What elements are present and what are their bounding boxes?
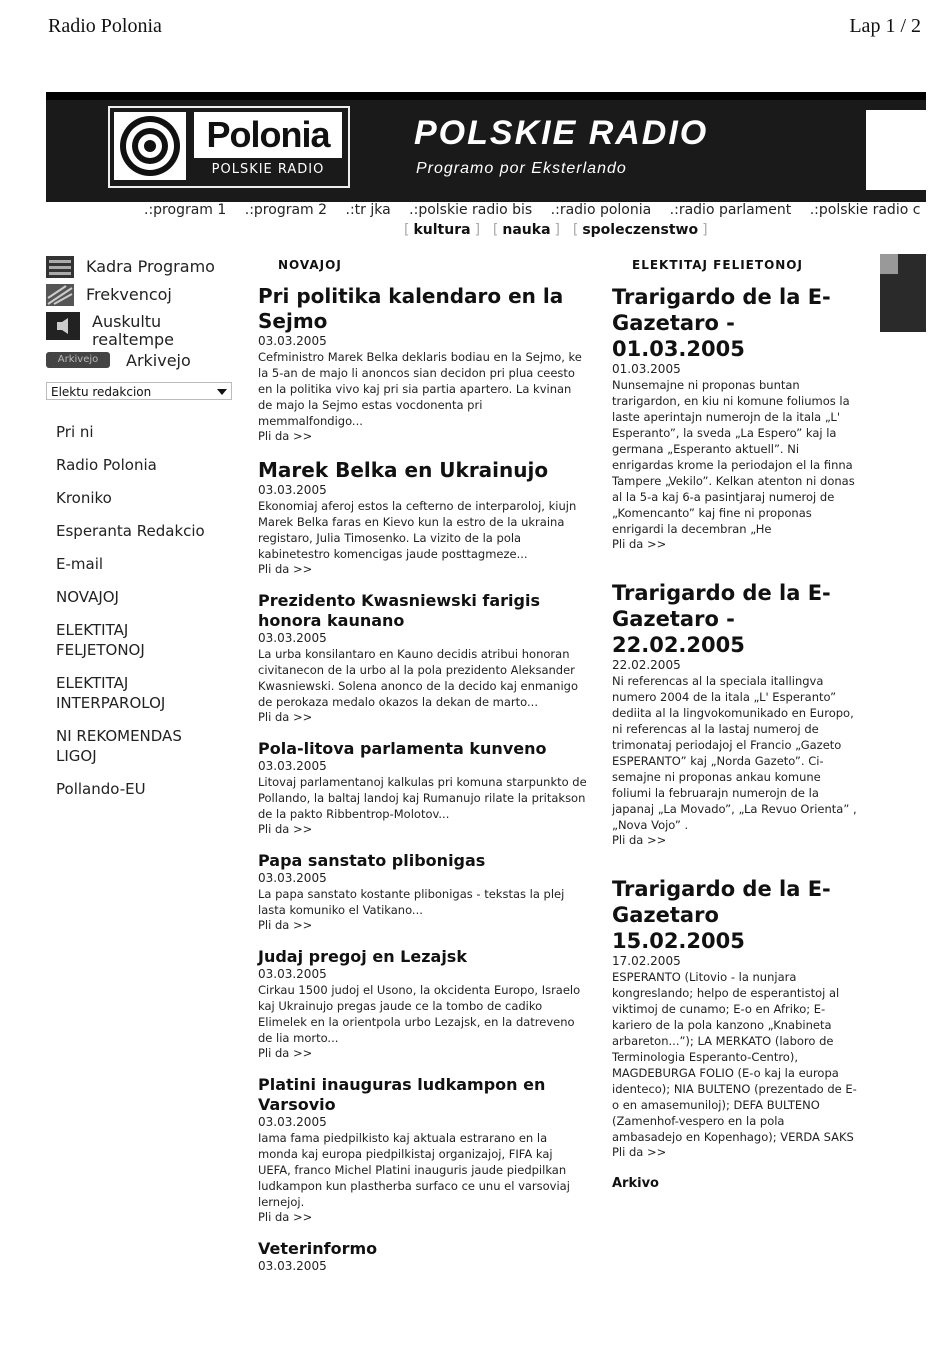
chevron-down-icon xyxy=(217,389,227,395)
polonia-logo[interactable] xyxy=(108,106,350,188)
news-title-link[interactable]: Pri politika kalendaro en la Sejmo xyxy=(258,284,564,333)
news-title-link[interactable]: Platini inauguras ludkampon en Varsovio xyxy=(258,1075,546,1114)
news-title-link[interactable]: Pola-litova parlamenta kunveno xyxy=(258,739,547,758)
page-number: Lap 1 / 2 xyxy=(849,15,921,37)
feature-title-link[interactable]: Trarigardo de la E-Gazetaro - 22.02.2005 xyxy=(612,581,831,657)
more-link[interactable]: Pli da >> xyxy=(612,1145,667,1159)
news-date: 03.03.2005 xyxy=(258,871,327,885)
sidebar-item-auskultu[interactable] xyxy=(46,310,241,349)
feature-date: 22.02.2005 xyxy=(612,658,681,672)
feature-summary: ESPERANTO (Litovio - la nunjara kongreslando; helpo de esperantistoj al viktimoj de cunamo; E-o en Afriko; E-kariero de la pola kanzono „Knabineta arbareton...”); LA MERKATO (laboro de Terminologia Esperanto-Centro), MAGDEBURGA FOLIO (E-o kaj la europa identeco); NIA BULTENO (prezentado de E-o en amasemuniloj); DEFA BULTENO (Zamenhof-vespero en la pola ambasadejo en Kopenhago); VERDA SAKS xyxy=(612,970,857,1144)
sidebar-item-frekvencoj[interactable] xyxy=(46,282,241,310)
features-heading: ELEKTITAJ FELIETONOJ xyxy=(632,258,803,272)
feature-item xyxy=(612,284,857,552)
nav-link-program-2[interactable]: .:program 2 xyxy=(244,202,328,218)
logo-wordmark: Polonia xyxy=(194,112,342,158)
sidebar-link-elektitaj-feljetonoj[interactable]: ELEKTITAJ FELJETONOJ xyxy=(56,621,145,659)
more-link[interactable]: Pli da >> xyxy=(258,429,313,443)
news-date: 03.03.2005 xyxy=(258,1115,327,1129)
bracket-close: ] xyxy=(474,222,481,238)
news-item xyxy=(258,458,588,577)
feature-date: 01.03.2005 xyxy=(612,362,681,376)
right-edge-banner xyxy=(880,254,926,332)
sidebar-item-arkivejo[interactable] xyxy=(46,348,241,376)
sidebar-link-email[interactable]: E-mail xyxy=(56,555,104,573)
news-item xyxy=(258,739,588,837)
bracket-close: ] xyxy=(554,222,560,238)
bracket-close: ] xyxy=(702,222,708,238)
feature-title-link[interactable]: Trarigardo de la E-Gazetaro 15.02.2005 xyxy=(612,877,831,953)
sidebar-link-ni-rekomendas-ligoj[interactable]: NI REKOMENDAS LIGOJ xyxy=(56,727,182,765)
news-date: 03.03.2005 xyxy=(258,967,327,981)
news-date: 03.03.2005 xyxy=(258,631,327,645)
more-link[interactable]: Pli da >> xyxy=(258,918,313,932)
subnav-link-spoleczenstwo[interactable]: spoleczenstwo xyxy=(582,222,699,238)
news-item xyxy=(258,284,588,444)
feature-summary: Nunsemajne ni proponas buntan trarigardon, en kiu ni komune foliumos la laste aperintajn numerojn de la itala „L' Esperanto”, la sveda „La Espero” kaj la germana „Esperanto aktuell”. Ni enrigardas krome la periodajon el la finna Tampere „Vekilo”. Kelkan atenton ni donas al la 5-a kaj 6-a pasintjaraj numeroj de „Komencanto” kaj fine ni proponas enrigardi la decembran „He xyxy=(612,378,855,536)
news-title-link[interactable]: Prezidento Kwasniewski farigis honora kaunano xyxy=(258,591,540,630)
news-title-link[interactable]: Veterinformo xyxy=(258,1239,378,1258)
banner-right-panel xyxy=(866,110,926,190)
more-link[interactable]: Pli da >> xyxy=(258,710,313,724)
sub-navigation xyxy=(400,222,712,238)
top-navigation xyxy=(144,202,926,222)
page-title: Radio Polonia xyxy=(48,15,162,37)
news-summary: Iama fama piedpilkisto kaj aktuala estrarano en la monda kaj europa piedpilkistaj organizajoj, FIFA kaj UEFA, franco Michel Platini inauguris jaude piedpilkan ludkampon kun plastherba surfaco ce unu el varsoviaj lernejoj. xyxy=(258,1131,570,1209)
feature-summary: Ni referencas al la speciala itallingva numero 2004 de la itala „L' Esperanto” dediita al la lingvokomunikado en Europo, ni referencas al la lastaj numeroj de trimonataj periodajoj el Francio „Gazeto ESPERANTO” kaj „Norda Gazeto”. Ci-semajne ni proponas ankau komune foliumi la februarajn numerojn de la japanaj „La Movado”, „La Revuo Orienta” , „Nova Vojo” . xyxy=(612,674,857,832)
more-link[interactable]: Pli da >> xyxy=(258,562,313,576)
news-item xyxy=(258,1075,588,1225)
news-summary: La papa sanstato kostante plibonigas - tekstas la plej lasta komuniko el Vatikano... xyxy=(258,887,565,917)
sidebar-item-label: Auskultu realtempe xyxy=(92,312,175,349)
schedule-icon xyxy=(46,256,74,278)
bracket-open: [ xyxy=(572,222,579,238)
sidebar-link-elektitaj-interparoloj[interactable]: ELEKTITAJ INTERPAROLOJ xyxy=(56,674,166,712)
features-column xyxy=(612,258,857,1191)
sidebar-link-radio-polonia[interactable]: Radio Polonia xyxy=(56,456,157,474)
select-value: Elektu redakcion xyxy=(51,385,152,399)
more-link[interactable]: Pli da >> xyxy=(258,1210,313,1224)
logo-subtitle: POLSKIE RADIO xyxy=(211,162,325,177)
feature-date: 17.02.2005 xyxy=(612,954,681,968)
sidebar-link-kroniko[interactable]: Kroniko xyxy=(56,489,112,507)
feature-title-link[interactable]: Trarigardo de la E-Gazetaro - 01.03.2005 xyxy=(612,285,831,361)
left-sidebar xyxy=(46,254,241,812)
site-banner[interactable] xyxy=(46,92,926,202)
subnav-link-kultura[interactable]: kultura xyxy=(413,222,471,238)
print-header xyxy=(0,0,943,60)
sidebar-menu xyxy=(46,422,241,799)
radio-rings-icon xyxy=(114,112,186,180)
banner-title: POLSKIE RADIO xyxy=(414,114,709,152)
news-column xyxy=(258,258,588,1288)
nav-link-polskie-radio-c[interactable]: .:polskie radio c xyxy=(809,202,921,218)
feature-item xyxy=(612,876,857,1160)
feature-item xyxy=(612,580,857,848)
more-link[interactable]: Pli da >> xyxy=(612,537,667,551)
nav-link-polskie-radio-bis[interactable]: .:polskie radio bis xyxy=(409,202,533,218)
nav-link-program-1[interactable]: .:program 1 xyxy=(144,202,227,218)
bracket-open: [ xyxy=(492,222,499,238)
news-item xyxy=(258,591,588,725)
sidebar-link-esperanta-redakcio[interactable]: Esperanta Redakcio xyxy=(56,522,205,540)
news-date: 03.03.2005 xyxy=(258,334,327,348)
sidebar-item-kadra-programo[interactable] xyxy=(46,254,241,282)
arkivejo-button[interactable]: Arkivejo xyxy=(46,352,110,368)
sidebar-item-label: Arkivejo xyxy=(126,351,191,370)
news-heading: NOVAJOJ xyxy=(278,258,342,272)
edge-highlight xyxy=(880,254,898,274)
news-date: 03.03.2005 xyxy=(258,759,327,773)
news-summary: Ekonomiaj aferoj estos la cefterno de interparoloj, kiujn Marek Belka faras en Kievo kun la estro de la ukraina registaro, Julia Timosenko. La vizito de la pola kabinetestro komencigas jaude posttagmeze... xyxy=(258,499,577,561)
subnav-link-nauka[interactable]: nauka xyxy=(502,222,551,238)
sidebar-link-novajoj[interactable]: NOVAJOJ xyxy=(56,588,119,606)
more-link[interactable]: Pli da >> xyxy=(612,833,667,847)
news-summary: Litovaj parlamentanoj kalkulas pri komuna starpunkto de Pollando, la baltaj landoj kaj Rumanujo rilate la pritakson de la pakto Ribbentrop-Molotov... xyxy=(258,775,587,821)
news-title-link[interactable]: Papa sanstato plibonigas xyxy=(258,851,486,870)
news-summary: Cirkau 1500 judoj el Usono, la okcidenta Europo, Israelo kaj Ukrainujo pregas jaude ce la tombo de cadiko Elimelek en la orientpola urbo Lezajsk, en la datreveno de lia morto... xyxy=(258,983,581,1045)
more-link[interactable]: Pli da >> xyxy=(258,822,313,836)
sidebar-item-label: Frekvencoj xyxy=(86,285,172,304)
nav-link-radio-parlament[interactable]: .:radio parlament xyxy=(669,202,792,218)
more-link[interactable]: Pli da >> xyxy=(258,1046,313,1060)
news-title-link[interactable]: Marek Belka en Ukrainujo xyxy=(258,458,549,482)
news-title-link[interactable]: Judaj pregoj en Lezajsk xyxy=(258,947,467,966)
editorial-select[interactable] xyxy=(46,382,232,400)
frequency-icon xyxy=(46,284,74,306)
sidebar-item-label: Kadra Programo xyxy=(86,257,215,276)
news-item xyxy=(258,1239,588,1274)
bracket-open: [ xyxy=(404,222,410,238)
banner-subtitle: Programo por Eksterlando xyxy=(416,160,627,177)
news-item xyxy=(258,947,588,1061)
speaker-icon xyxy=(46,312,74,334)
sidebar-link-pri-ni[interactable]: Pri ni xyxy=(56,423,94,441)
news-date: 03.03.2005 xyxy=(258,1259,327,1273)
nav-link-trojka[interactable]: .:tr jka xyxy=(345,202,391,218)
news-summary: Cefministro Marek Belka deklaris bodiau en la Sejmo, ke la 5-an de majo li anoncos sian decidon pri plua ceesto en la politika vivo kaj pri sia partia apartero. La kvinan de majo la Sejmo estas vocdonenta pri memmalfondigo... xyxy=(258,350,582,428)
banner-top-strip xyxy=(46,92,926,100)
news-item xyxy=(258,851,588,933)
news-date: 03.03.2005 xyxy=(258,483,327,497)
news-summary: La urba konsilantaro en Kauno decidis atribui honoran civitanecon de la urbo al la pola prezidento Aleksander Kwasniewski. Solena anonco de la decido kaj enmanigo de perokaza medalo okazos la dekan de marto... xyxy=(258,647,578,709)
sidebar-link-pollando-eu[interactable]: Pollando-EU xyxy=(56,780,146,798)
nav-link-radio-polonia[interactable]: .:radio polonia xyxy=(550,202,652,218)
archive-link[interactable]: Arkivo xyxy=(612,1176,659,1191)
